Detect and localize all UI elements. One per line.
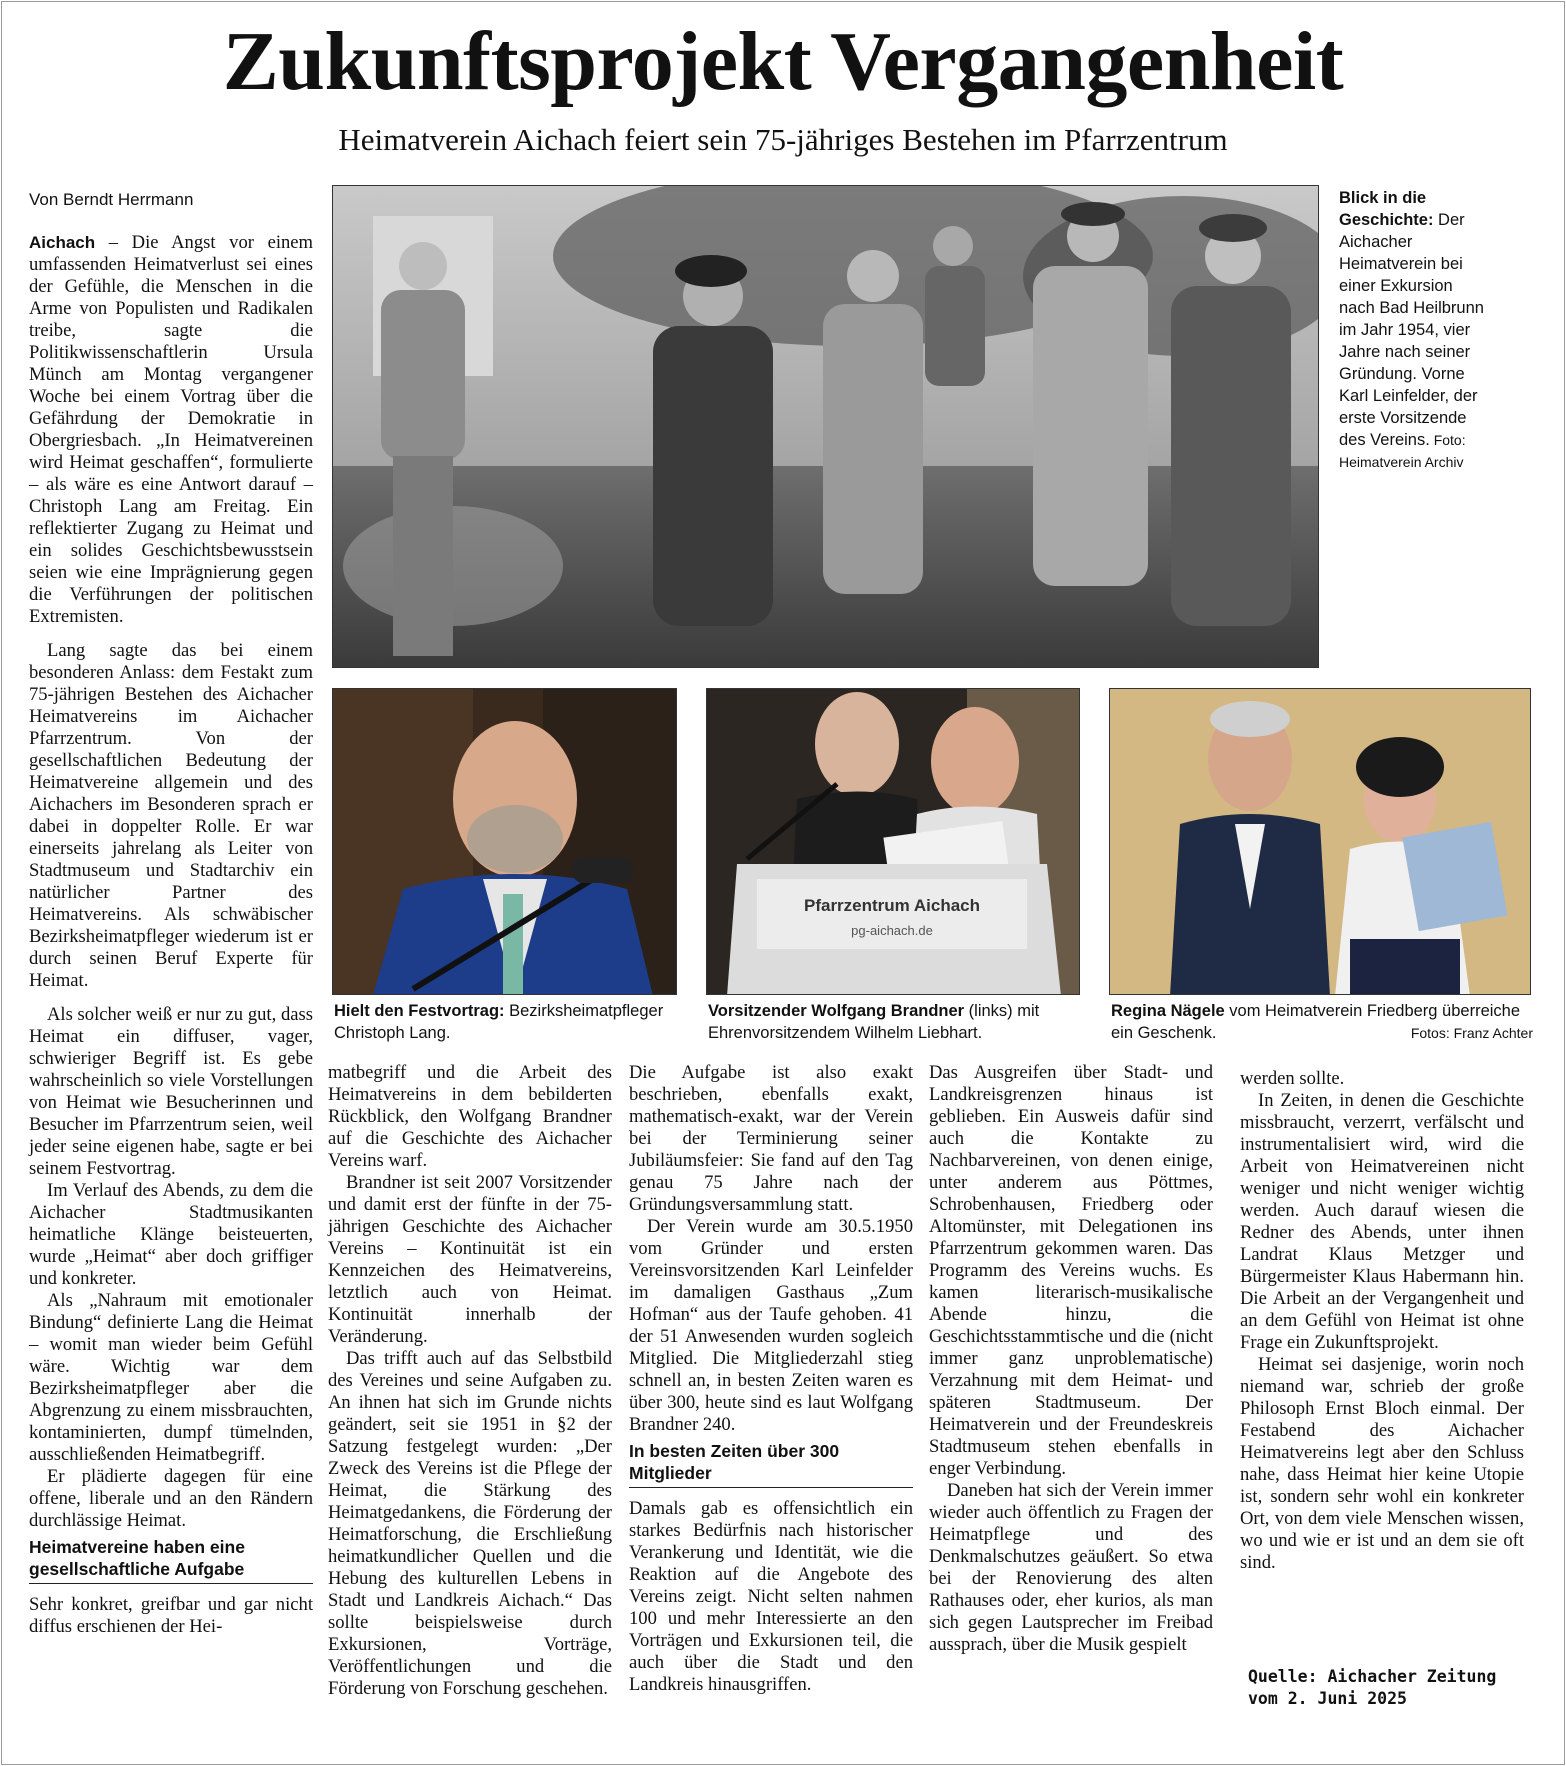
paragraph: matbegriff und die Arbeit des Heimatvereins in dem bebilderten Rückblick, den Wolfgang Brandner auf die Geschichte des Aichacher Vereins warf. (328, 1062, 612, 1171)
lectern-title: Pfarrzentrum Aichach (803, 896, 981, 915)
paragraph: Der Verein wurde am 30.5.1950 vom Gründer und ersten Vereinsvorsitzenden Karl Leinfelder im damaligen Gasthaus „Zum Hofman“ aus der Taufe gehoben. 41 der 51 Anwesenden wurden sogleich Mitglied. Die Mitgliederzahl stieg schnell an, in besten Zeiten waren es über 300, heute sind es laut Wolfgang Brandner 240. (629, 1216, 913, 1435)
photo-excursion-image (333, 186, 1319, 668)
paragraph: Als solcher weiß er nur zu gut, dass Heimat ein diffuser, vager, schwieriger Begriff ist. Es gebe wahrscheinlich so viele Vorstellungen von Heimat wie Besucherinnen und Besucher im Pfarrzentrum seien, weil jeder seine eigenen habe, sagte er bei seinem Festvortrag. (29, 1004, 313, 1179)
photo-brandner-liebhart (706, 688, 1080, 995)
photo-christoph-lang (332, 688, 677, 995)
photo-lang-image (333, 689, 677, 995)
paragraph: Heimat sei dasjenige, worin noch niemand war, schrieb der große Philosoph Ernst Bloch einmal. Der Festabend des Aichacher Heimatvereins legt aber den Schluss nahe, dass Heimat hier keine Utopie ist, sondern sehr wohl ein konkreter Ort, von dem viele Menschen wissen, wo und wie er ist und an dem sie oft sind. (1240, 1354, 1524, 1573)
photo-credit-achter: Fotos: Franz Achter (1410, 1025, 1533, 1041)
article-column-1 (29, 232, 313, 1638)
article-column-2 (328, 1062, 612, 1700)
caption-lang: Hielt den Festvortrag: Bezirksheimatpfleger Christoph Lang. (334, 1002, 664, 1042)
caption-brandner: Vorsitzender Wolfgang Brandner (links) mit Ehrenvorsitzendem Wilhelm Liebhart. (708, 1002, 1040, 1042)
paragraph: Die Aufgabe ist also exakt beschrieben, ebenfalls exakt, mathematisch-exakt, war der Verein bei der Terminierung seiner Jubiläumsfeier: Sie fand auf den Tag genau 75 Jahre nach der Gründungsversammlung statt. (629, 1062, 913, 1215)
paragraph: Brandner ist seit 2007 Vorsitzender und damit erst der fünfte in der 75-jährigen Geschichte des Aichacher Vereins – Kontinuität ist ein Kennzeichen des Heimatvereins, letztlich auch von Heimat. Kontinuität innerhalb der Veränderung. (328, 1172, 612, 1347)
paragraph: Sehr konkret, greifbar und gar nicht diffus erschienen der Hei- (29, 1594, 313, 1637)
source-note: Quelle: Aichacher Zeitung vom 2. Juni 2025 (1248, 1667, 1497, 1708)
paragraph: Das Ausgreifen über Stadt- und Landkreisgrenzen hinaus ist geblieben. Ein Ausweis dafür sind auch die Kontakte zu Nachbarvereinen, von denen einige, unter anderem aus Pöttmes, Schrobenhausen, Friedberg oder Altomünster, mit Delegationen ins Pfarrzentrum gekommen waren. Das Programm des Vereins wuchs. Es kamen literarisch-musikalische Abende hinzu, die Geschichtsstammtische und die (nicht immer ganz unproblematische) Verzahnung mit dem Heimat- und späteren Stadtmuseum. Der Heimatverein und der Freundeskreis Stadtmuseum stehen ebenfalls in enger Verbindung. (929, 1062, 1213, 1479)
byline: Von Berndt Herrmann (29, 190, 194, 209)
paragraph: werden sollte. (1240, 1068, 1345, 1089)
paragraph: Damals gab es offensichtlich ein starkes Bedürfnis nach historischer Verankerung und Identität, wie die Reaktion auf die Angebote des Vereins zeigt. Nicht selten nahmen 100 und mehr Interessierte an den Vorträgen und Exkursionen teil, die auch über die Stadt und den Landkreis hinausgriffen. (629, 1498, 913, 1695)
paragraph: Das trifft auch auf das Selbstbild des Vereines und seine Aufgaben zu. An ihnen hat sich im Grunde nichts geändert, seit sie 1951 in §2 der Satzung festgelegt wurden: „Der Zweck des Vereins ist die Pflege der Heimat, die Stärkung des Heimatgedankens, die Förderung der Heimatforschung, die Erschließung heimatkundlicher Quellen und die Hebung des kulturellen Lebens in Stadt und Landkreis Aichach.“ Das sollte beispielsweise durch Exkursionen, Vorträge, Veröffentlichungen und die Förderung von Forschung geschehen. (328, 1348, 612, 1699)
paragraph: Im Verlauf des Abends, zu dem die Aichacher Stadtmusikanten heimatliche Klänge beisteuerten, wurde „Heimat“ aber doch griffiger und konkreter. (29, 1180, 313, 1289)
subhead-aufgabe: Heimatvereine haben eine gesellschaftliche Aufgabe (29, 1536, 313, 1584)
photo-naegele-image (1110, 689, 1531, 995)
caption-excursion: Blick in die Geschichte: Der Aichacher Heimatverein bei einer Exkursion nach Bad Heilbrunn im Jahr 1954, vier Jahre nach seiner Gründung. Vorne Karl Leinfelder, der erste Vorsitzende des Vereins. Foto: Heimatverein Archiv (1339, 189, 1484, 470)
photo-brandner-image (707, 689, 1080, 995)
article-column-3 (629, 1062, 913, 1696)
photo-excursion-1954 (332, 185, 1319, 668)
paragraph: Als „Nahraum mit emotionaler Bindung“ definierte Lang die Heimat – womit man wieder beim Gefühl wäre. Wichtig war dem Bezirksheimatpfleger aber die Abgrenzung zu einem missbrauchten, kontaminierten, dumpf tümelnden, ausschließenden Heimatbegriff. (29, 1290, 313, 1465)
paragraph: Er plädierte dagegen für eine offene, liberale und an den Rändern durchlässige Heimat. (29, 1466, 313, 1531)
paragraph: Daneben hat sich der Verein immer wieder auch öffentlich zu Fragen der Heimatpflege und des Denkmalschutzes geäußert. So etwa bei der Renovierung des alten Rathauses oder, eher kurios, als man sich gegen Lautsprecher im Freibad aussprach, über die Musik gespielt (929, 1480, 1213, 1655)
paragraph: Aichach – Die Angst vor einem umfassenden Heimatverlust sei eines der Gefühle, die Menschen in die Arme von Populisten und Radikalen treibe, sagte die Politikwissenschaftlerin Ursula Münch am Montag vergangener Woche bei einem Vortrag über die Gefährdung der Demokratie in Obergriesbach. „In Heimatvereinen wird Heimat geschaffen“, formulierte – als wäre es eine Antwort darauf – Christoph Lang am Freitag. Ein reflektierter Zugang zu Heimat und ein solides Geschichtsbewusstsein seien wie eine Imprägnierung gegen die Verführungen der politischen Extremisten. (29, 232, 313, 627)
dateline: Aichach (29, 233, 96, 252)
subheadline: Heimatverein Aichach feiert sein 75-jähriges Bestehen im Pfarrzentrum (338, 122, 1228, 157)
caption-naegele: Regina Nägele vom Heimatverein Friedberg überreiche ein Geschenk. Fotos: Franz Achter (1111, 1002, 1533, 1042)
article-column-4 (929, 1062, 1213, 1656)
subhead-mitglieder: In besten Zeiten über 300 Mitglieder (629, 1440, 913, 1488)
photo-regina-naegele (1109, 688, 1531, 995)
headline: Zukunftsprojekt Vergangenheit (222, 15, 1344, 108)
article-column-5 (1240, 1068, 1524, 1574)
paragraph: In Zeiten, in denen die Geschichte missbraucht, verzerrt, verfälscht und instrumentalisiert wird, wird die Arbeit von Heimatvereinen nicht weniger und nicht weniger wichtig werden. Auch darauf wiesen die Redner des Abends, unter ihnen Landrat Klaus Metzger und Bürgermeister Klaus Habermann hin. Die Arbeit an der Vergangenheit und an dem Gefühl von Heimat ist ohne Frage ein Zukunftsprojekt. (1240, 1090, 1524, 1353)
lectern-url: pg-aichach.de (851, 923, 933, 938)
paragraph: Lang sagte das bei einem besonderen Anlass: dem Festakt zum 75-jährigen Bestehen des Aichacher Heimatvereins im Aichacher Pfarrzentrum. Von der gesellschaftlichen Bedeutung der Heimatvereine allgemein und des Aichachers im Besonderen sprach er dabei in doppelter Rolle. Er war einerseits jahrelang als Leiter von Stadtmuseum und Stadtarchiv ein natürlicher Partner des Heimatvereins. Als schwäbischer Bezirksheimatpfleger wiederum ist er durch seinen Beruf Experte für Heimat. (29, 640, 313, 991)
